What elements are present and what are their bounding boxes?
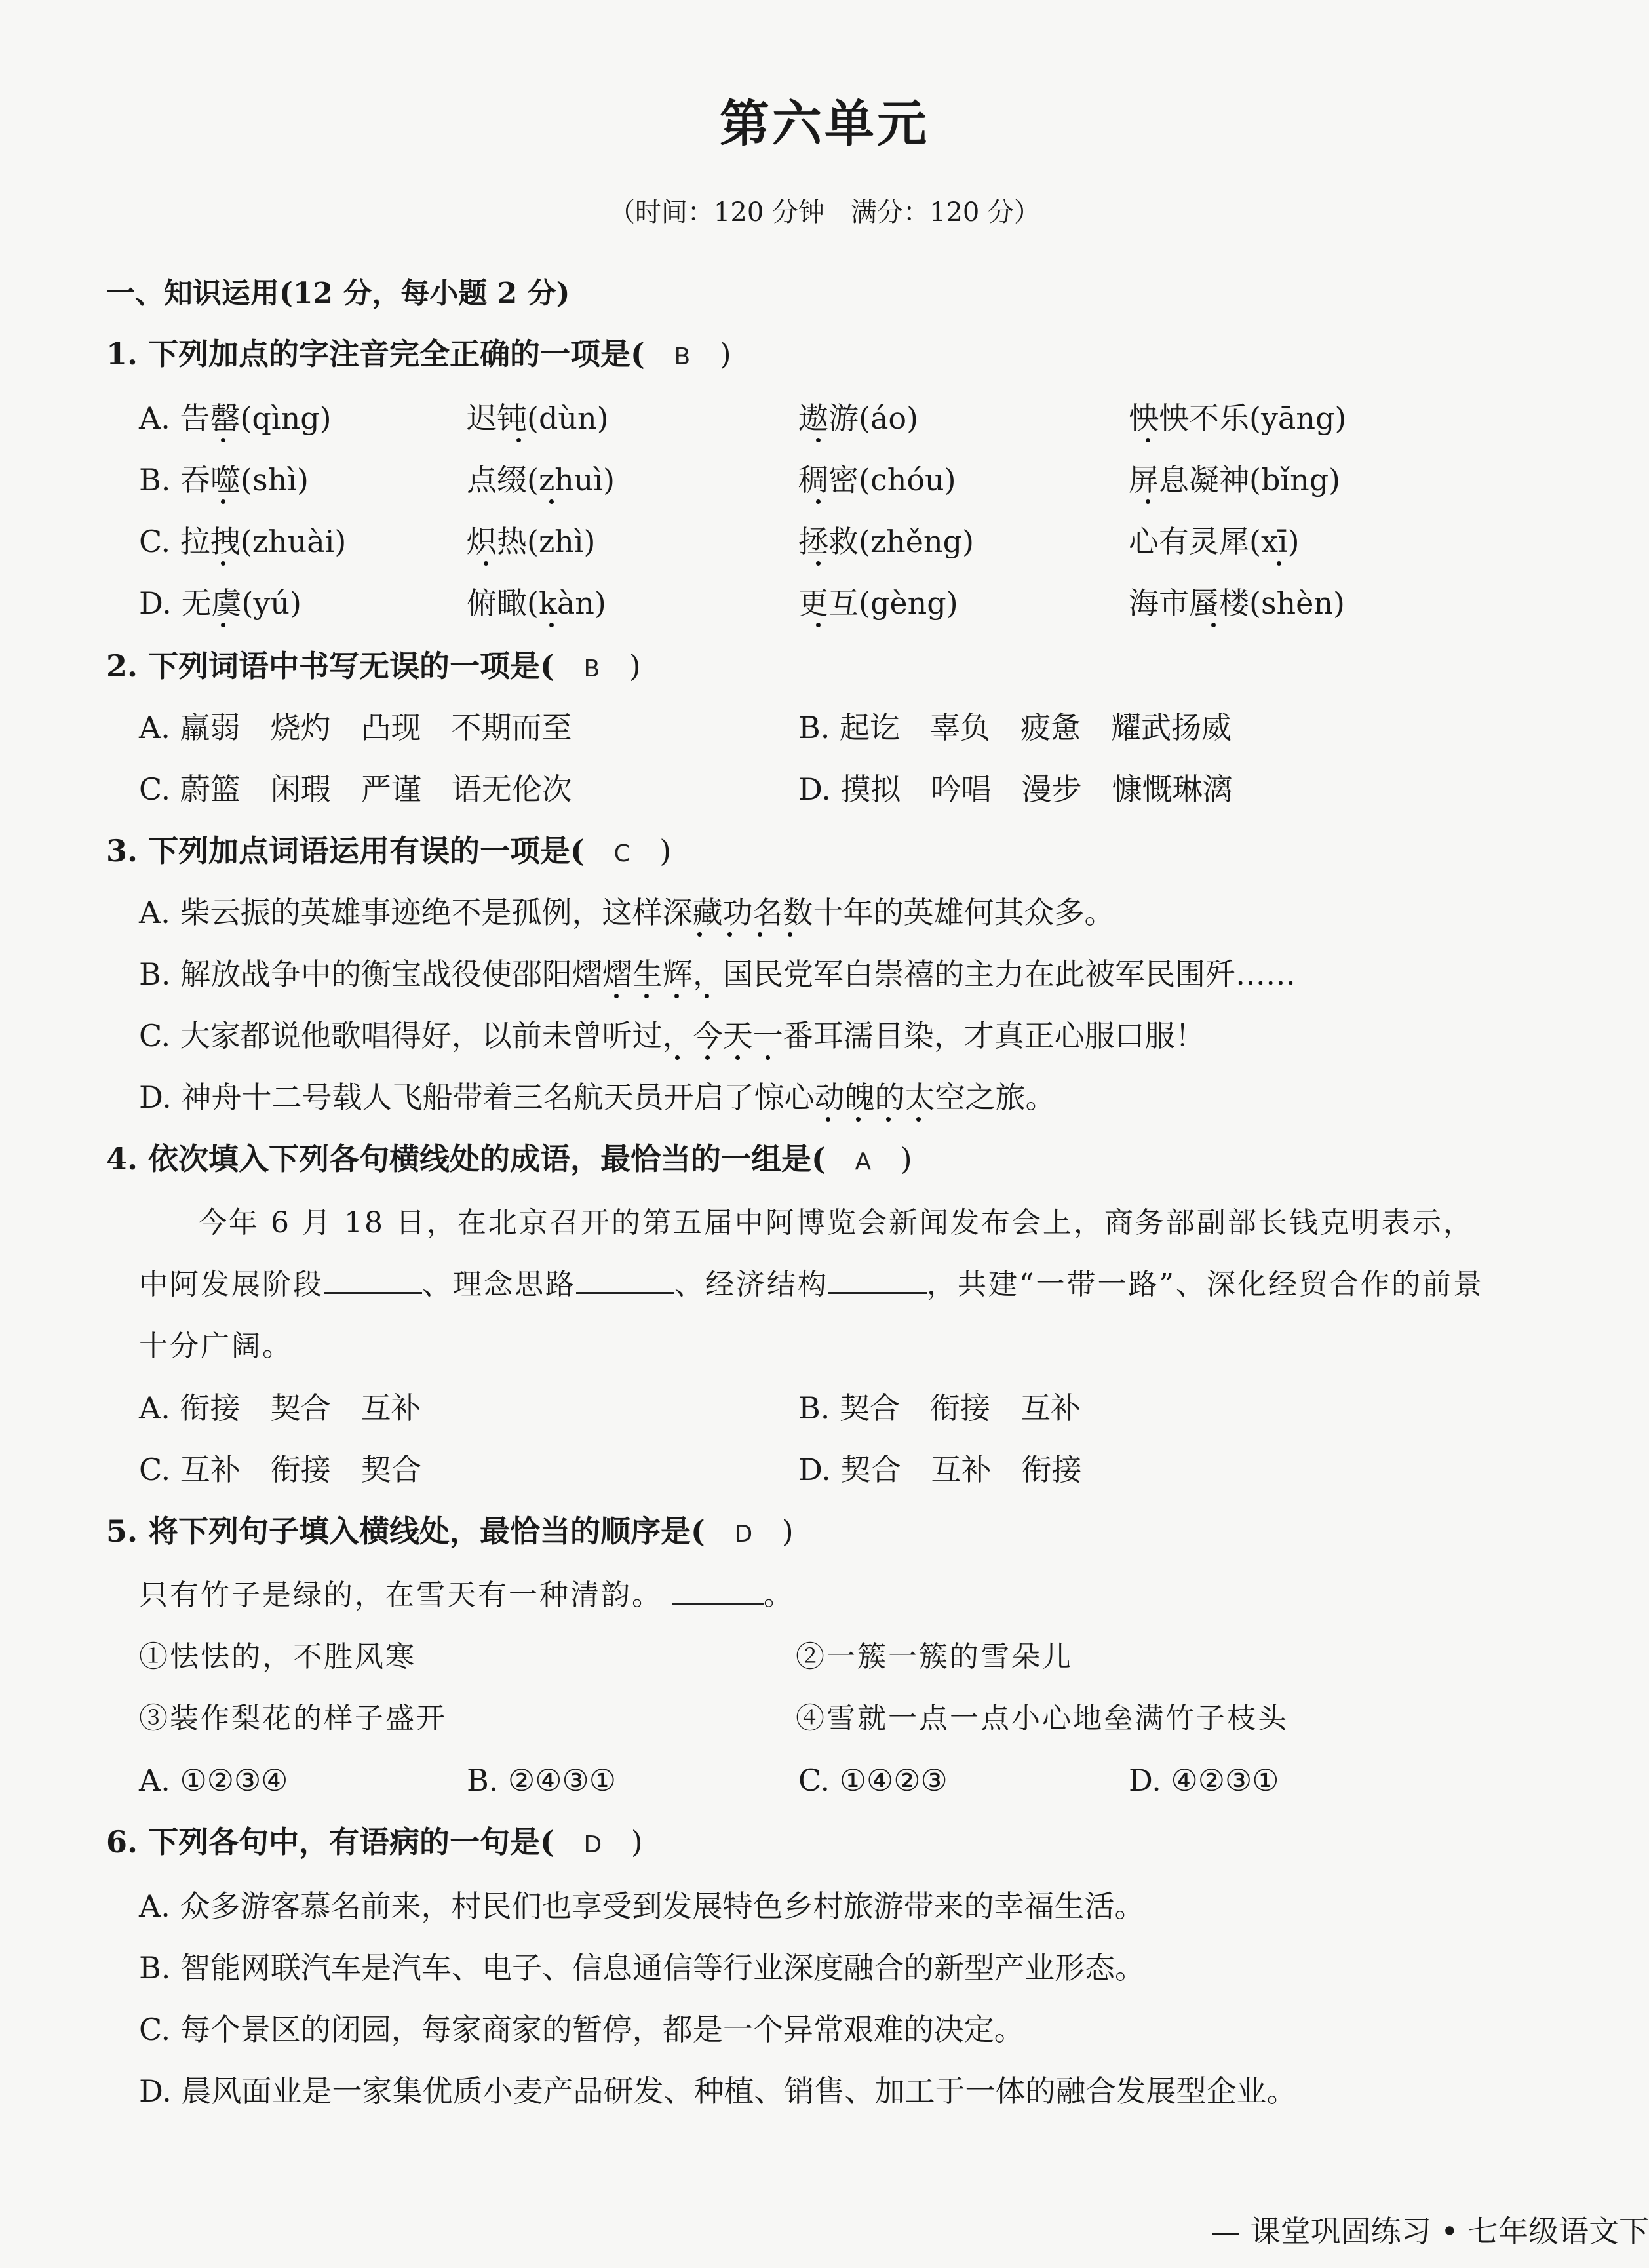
q1-option-a4: 怏怏不乐(yāng) [1129,401,1347,436]
q6-option-a: A. 众多游客慕名前来，村民们也享受到发展特色乡村旅游带来的幸福生活。 [139,1888,1145,1924]
q1-option-d3: 更互(gèng) [798,585,958,621]
q1-option-a2: 迟钝(dùn) [467,401,609,436]
emphasis-dot [221,623,225,627]
q2-option-a: A. 羸弱 烧灼 凸现 不期而至 [139,710,572,745]
question-6-stem: 6. 下列各句中，有语病的一句是( D ) [106,1824,643,1860]
question-3-stem: 3. 下列加点词语运用有误的一项是( C ) [106,833,672,869]
answer-mark: A [855,1148,872,1175]
q1-option-d1: D. 无虞(yú) [139,585,301,621]
q1-option-c2: 炽热(zhì) [467,524,596,559]
emphasis-dot [549,499,554,504]
emphasis-dot [826,1117,830,1122]
q1-option-a1: A. 告罄(qìng) [139,401,332,436]
q1-option-b2: 点缀(zhuì) [467,462,615,498]
fill-blank [828,1266,927,1294]
q2-option-c: C. 蔚篮 闲瑕 严谨 语无伦次 [139,772,572,807]
q5-option-d: D. ④②③① [1129,1763,1279,1798]
emphasis-dot [705,1055,710,1060]
q2-option-b: B. 起讫 辜负 疲惫 耀武扬威 [798,710,1232,745]
q4-passage-line-3: 十分广阔。 [139,1329,293,1363]
q5-sentence-2: ②一簇一簇的雪朵儿 [796,1640,1073,1673]
answer-mark: D [583,1831,602,1858]
q3-option-b: B. 解放战争中的衡宝战役使邵阳熠熠生辉，国民党军白崇禧的主力在此被军民围歼…… [139,956,1296,992]
q4-option-a: A. 衔接 契合 互补 [139,1390,421,1426]
answer-mark: B [674,343,691,370]
question-4-stem: 4. 依次填入下列各句横线处的成语，最恰当的一组是( A ) [106,1141,912,1177]
emphasis-dot [614,994,619,998]
emphasis-dot [886,1117,891,1122]
q1-option-d2: 俯瞰(kàn) [467,585,606,621]
emphasis-dot [816,623,821,627]
q5-sentence-3: ③装作梨花的样子盛开 [139,1702,447,1735]
emphasis-dot [644,994,649,998]
q3-option-a: A. 柴云振的英雄事迹绝不是孤例，这样深藏功名数十年的英雄何其众多。 [139,895,1115,930]
q1-option-b3: 稠密(chóu) [798,462,956,498]
q5-option-c: C. ①④②③ [798,1763,948,1798]
emphasis-dot [221,499,225,504]
emphasis-dot [1211,623,1216,627]
emphasis-dot [728,932,732,937]
emphasis-dot [735,1055,740,1060]
q4-passage-line-1: 今年 6 月 18 日，在北京召开的第五届中阿博览会新闻发布会上，商务部副部长钱克明表示， [198,1206,1474,1240]
question-1-stem: 1. 下列加点的字注音完全正确的一项是( B ) [106,336,731,372]
fill-blank [324,1266,422,1294]
q1-option-b1: B. 吞噬(shì) [139,462,309,498]
emphasis-dot [221,438,225,442]
fill-blank [576,1266,674,1294]
q1-option-c3: 拯救(zhěng) [798,524,975,559]
answer-mark: C [613,840,630,867]
q4-option-c: C. 互补 衔接 契合 [139,1452,421,1487]
emphasis-dot [1146,438,1150,442]
q6-option-b: B. 智能网联汽车是汽车、电子、信息通信等行业深度融合的新型产业形态。 [139,1950,1146,1985]
q2-option-d: D. 摸拟 吟唱 漫步 慷慨琳漓 [798,772,1233,807]
emphasis-dot [816,499,821,504]
q5-option-a: A. ①②③④ [139,1763,288,1798]
emphasis-dot [697,932,702,937]
emphasis-dot [516,438,521,442]
answer-mark: B [583,655,600,682]
section-heading: 一、知识运用(12 分，每小题 2 分) [106,277,570,310]
emphasis-dot [221,561,225,566]
question-5-stem: 5. 将下列句子填入横线处，最恰当的顺序是( D ) [106,1514,794,1549]
emphasis-dot [1146,499,1150,504]
emphasis-dot [675,1055,680,1060]
fill-blank [672,1576,764,1605]
q1-option-b4: 屏息凝神(bǐng) [1129,462,1341,498]
q1-option-c1: C. 拉拽(zhuài) [139,524,347,559]
q1-option-d4: 海市蜃楼(shèn) [1129,585,1345,621]
page-footer: — 课堂巩固练习 • 七年级语文下 [1211,2214,1649,2249]
emphasis-dot [816,561,821,566]
emphasis-dot [788,932,792,937]
emphasis-dot [916,1117,921,1122]
exam-time-score: （时间：120 分钟 满分：120 分） [608,197,1041,227]
emphasis-dot [484,561,488,566]
q4-option-d: D. 契合 互补 衔接 [798,1452,1082,1487]
q1-option-a3: 遨游(áo) [798,401,919,436]
q1-option-c4: 心有灵犀(xī) [1129,524,1300,559]
q5-passage: 只有竹子是绿的，在雪天有一种清韵。 。 [139,1576,794,1615]
q5-sentence-1: ①怯怯的，不胜风寒 [139,1640,416,1673]
q5-sentence-4: ④雪就一点一点小心地垒满竹子枝头 [796,1702,1289,1735]
emphasis-dot [766,1055,770,1060]
q5-option-b: B. ②④③① [467,1763,617,1798]
emphasis-dot [758,932,762,937]
emphasis-dot [1277,561,1281,566]
q3-option-c: C. 大家都说他歌唱得好，以前未曾听过，今天一番耳濡目染，才真正心服口服！ [139,1018,1205,1053]
q3-option-d: D. 神舟十二号载人飞船带着三名航天员开启了惊心动魄的太空之旅。 [139,1080,1056,1115]
page-title: 第六单元 [720,94,929,153]
q4-passage-line-2: 中阿发展阶段 、理念思路 、经济结构 ，共建“一带一路”、深化经贸合作的前景 [139,1265,1484,1304]
emphasis-dot [705,994,709,998]
question-2-stem: 2. 下列词语中书写无误的一项是( B ) [106,648,641,684]
q6-option-c: C. 每个景区的闭园，每家商家的暂停，都是一个异常艰难的决定。 [139,2012,1024,2047]
answer-mark: D [734,1521,753,1548]
emphasis-dot [549,623,554,627]
q6-option-d: D. 晨风面业是一家集优质小麦产品研发、种植、销售、加工于一体的融合发展型企业。 [139,2073,1297,2109]
emphasis-dot [674,994,679,998]
emphasis-dot [816,438,821,442]
emphasis-dot [856,1117,861,1122]
q4-option-b: B. 契合 衔接 互补 [798,1390,1081,1426]
